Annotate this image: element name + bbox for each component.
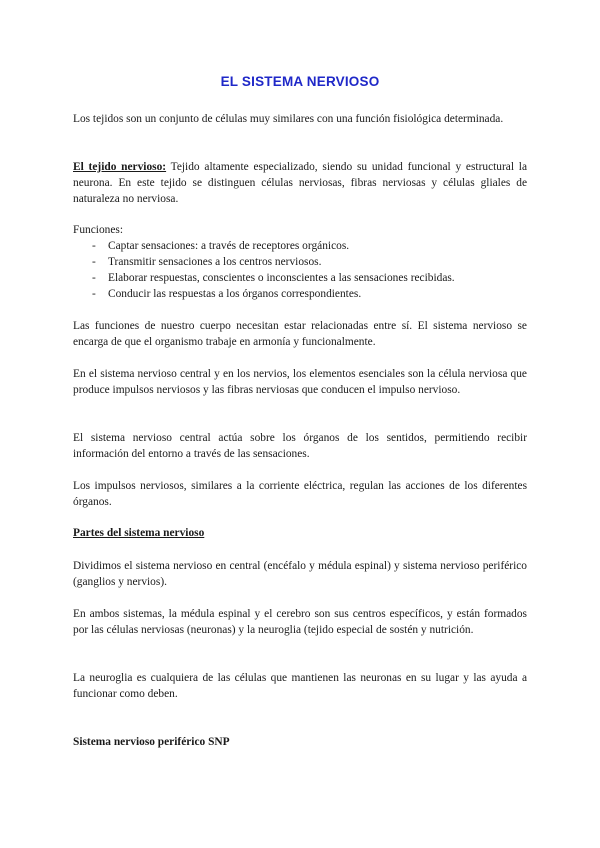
funciones-label: Funciones: (73, 224, 123, 236)
list-dash: - (92, 288, 96, 300)
page-title: EL SISTEMA NERVIOSO (220, 74, 380, 89)
list-item-text: Transmitir sensaciones a los centros nerviosos. (108, 256, 322, 268)
list-item (92, 254, 455, 270)
tejido-label: El tejido nervioso: (73, 161, 167, 173)
list-dash: - (92, 256, 96, 268)
elementos-paragraph: En el sistema nervioso central y en los nervios, los elementos esenciales son la célula nerviosa que produce impulsos nerviosos y las fibras nerviosas que conducen el impulso nervioso. (73, 368, 527, 396)
central-paragraph: El sistema nervioso central actúa sobre los órganos de los sentidos, permitiendo recibir información del entorno a través de las sensaciones. (73, 432, 527, 460)
funciones-list (92, 238, 455, 302)
ambos-paragraph: En ambos sistemas, la médula espinal y el cerebro son sus centros específicos, y están formados por las células nerviosas (neuronas) y la neuroglia (tejido especial de sostén y nutrición. (73, 608, 527, 636)
tejido-paragraph (73, 159, 527, 207)
partes-heading: Partes del sistema nervioso (73, 527, 205, 539)
intro-paragraph: Los tejidos son un conjunto de células muy similares con una función fisiológica determinada. (73, 113, 504, 125)
list-dash: - (92, 240, 96, 252)
neuroglia-paragraph: La neuroglia es cualquiera de las células que mantienen las neuronas en su lugar y las ayuda a funcionar como deben. (73, 672, 527, 700)
impulsos-paragraph: Los impulsos nerviosos, similares a la corriente eléctrica, regulan las acciones de los diferentes órganos. (73, 480, 527, 508)
list-item (92, 286, 455, 302)
relacion-paragraph: Las funciones de nuestro cuerpo necesitan estar relacionadas entre sí. El sistema nervioso se encarga de que el organismo trabaje en armonía y funcionalmente. (73, 320, 527, 348)
list-dash: - (92, 272, 96, 284)
list-item (92, 238, 455, 254)
tejido-text: Tejido altamente especializado, siendo su unidad funcional y estructural la neurona. En este tejido se distinguen células nerviosas, fibras nerviosas y células gliales de naturaleza no nerviosa. (73, 161, 528, 205)
list-item-text: Captar sensaciones: a través de receptores orgánicos. (108, 240, 350, 252)
list-item-text: Conducir las respuestas a los órganos correspondientes. (108, 288, 362, 300)
list-item-text: Elaborar respuestas, conscientes o inconscientes a las sensaciones recibidas. (108, 272, 455, 284)
dividimos-paragraph: Dividimos el sistema nervioso en central (encéfalo y médula espinal) y sistema nervioso periférico (ganglios y nervios). (73, 560, 527, 588)
list-item (92, 270, 455, 286)
snp-heading: Sistema nervioso periférico SNP (73, 736, 230, 748)
